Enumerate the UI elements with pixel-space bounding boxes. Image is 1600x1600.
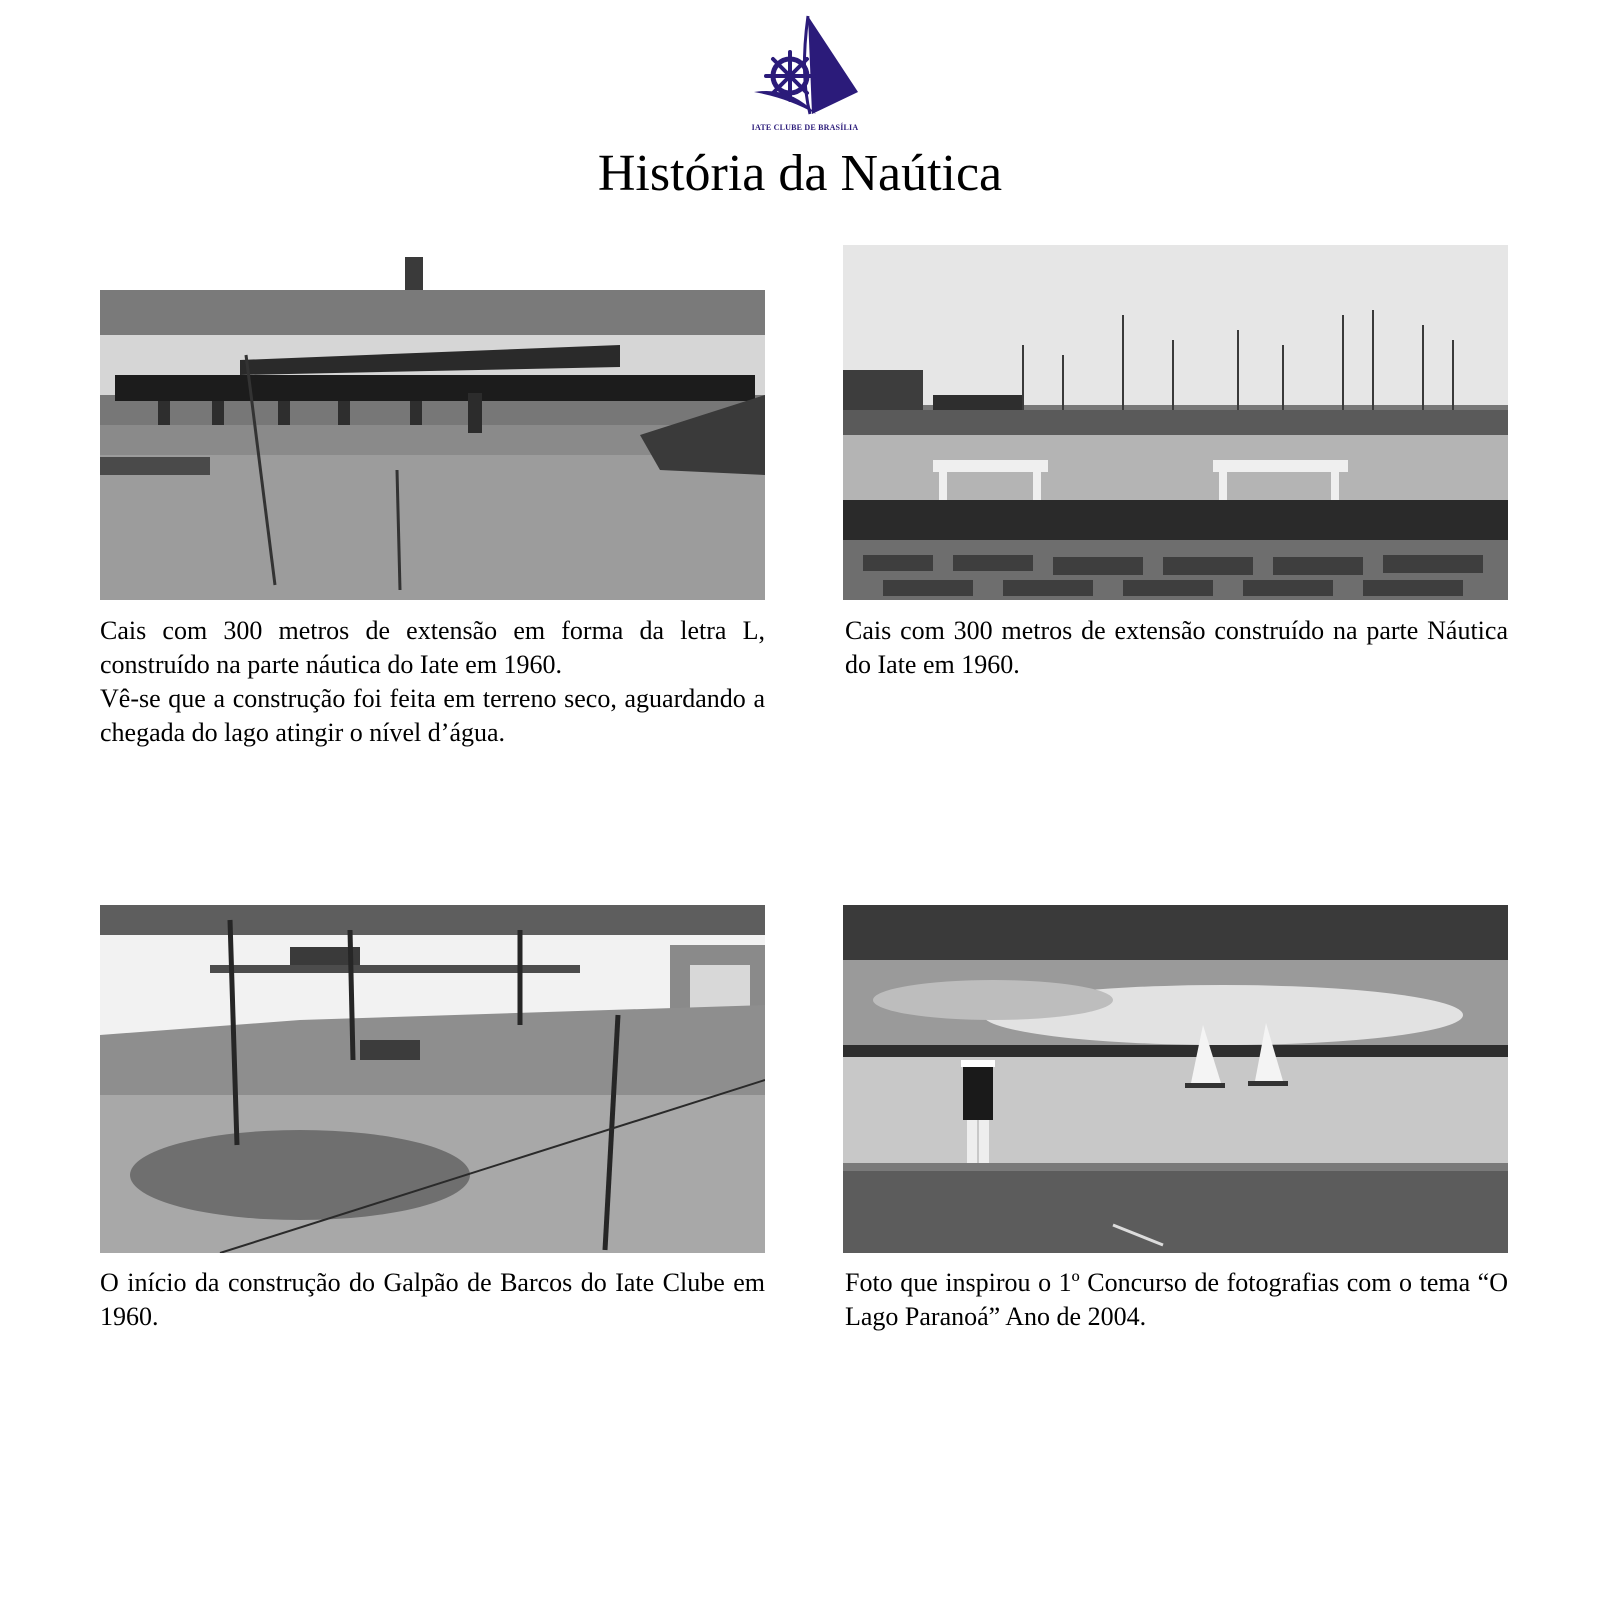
page-title: História da Naútica — [597, 145, 1003, 202]
logo-text: IATE CLUBE DE BRASÍLIA — [751, 123, 859, 132]
marina-benches-photo — [843, 245, 1508, 600]
caption-pier-construction — [100, 614, 765, 750]
pier-construction-photo — [100, 245, 765, 600]
caption-boat-shed — [100, 1266, 765, 1334]
iate-clube-logo — [750, 14, 860, 134]
caption-line: Foto que inspirou o 1º Concurso de fotografias com o tema “O Lago Paranoá” Ano de 2004. — [845, 1268, 1508, 1331]
lake-sailboats-photo — [843, 905, 1508, 1253]
sailboat-wheel-icon — [750, 14, 860, 134]
caption-line: Vê-se que a construção foi feita em terreno seco, aguardando a chegada do lago atingir o nível d’água. — [100, 684, 765, 747]
caption-line: Cais com 300 metros de extensão construído na parte Náutica do Iate em 1960. — [845, 616, 1508, 679]
caption-line: Cais com 300 metros de extensão em forma da letra L, construído na parte náutica do Iate em 1960. — [100, 616, 765, 679]
caption-marina-benches — [845, 614, 1508, 682]
caption-line: O início da construção do Galpão de Barcos do Iate Clube em 1960. — [100, 1268, 765, 1331]
boat-shed-construction-photo — [100, 905, 765, 1253]
caption-lake-sailboats — [845, 1266, 1508, 1334]
